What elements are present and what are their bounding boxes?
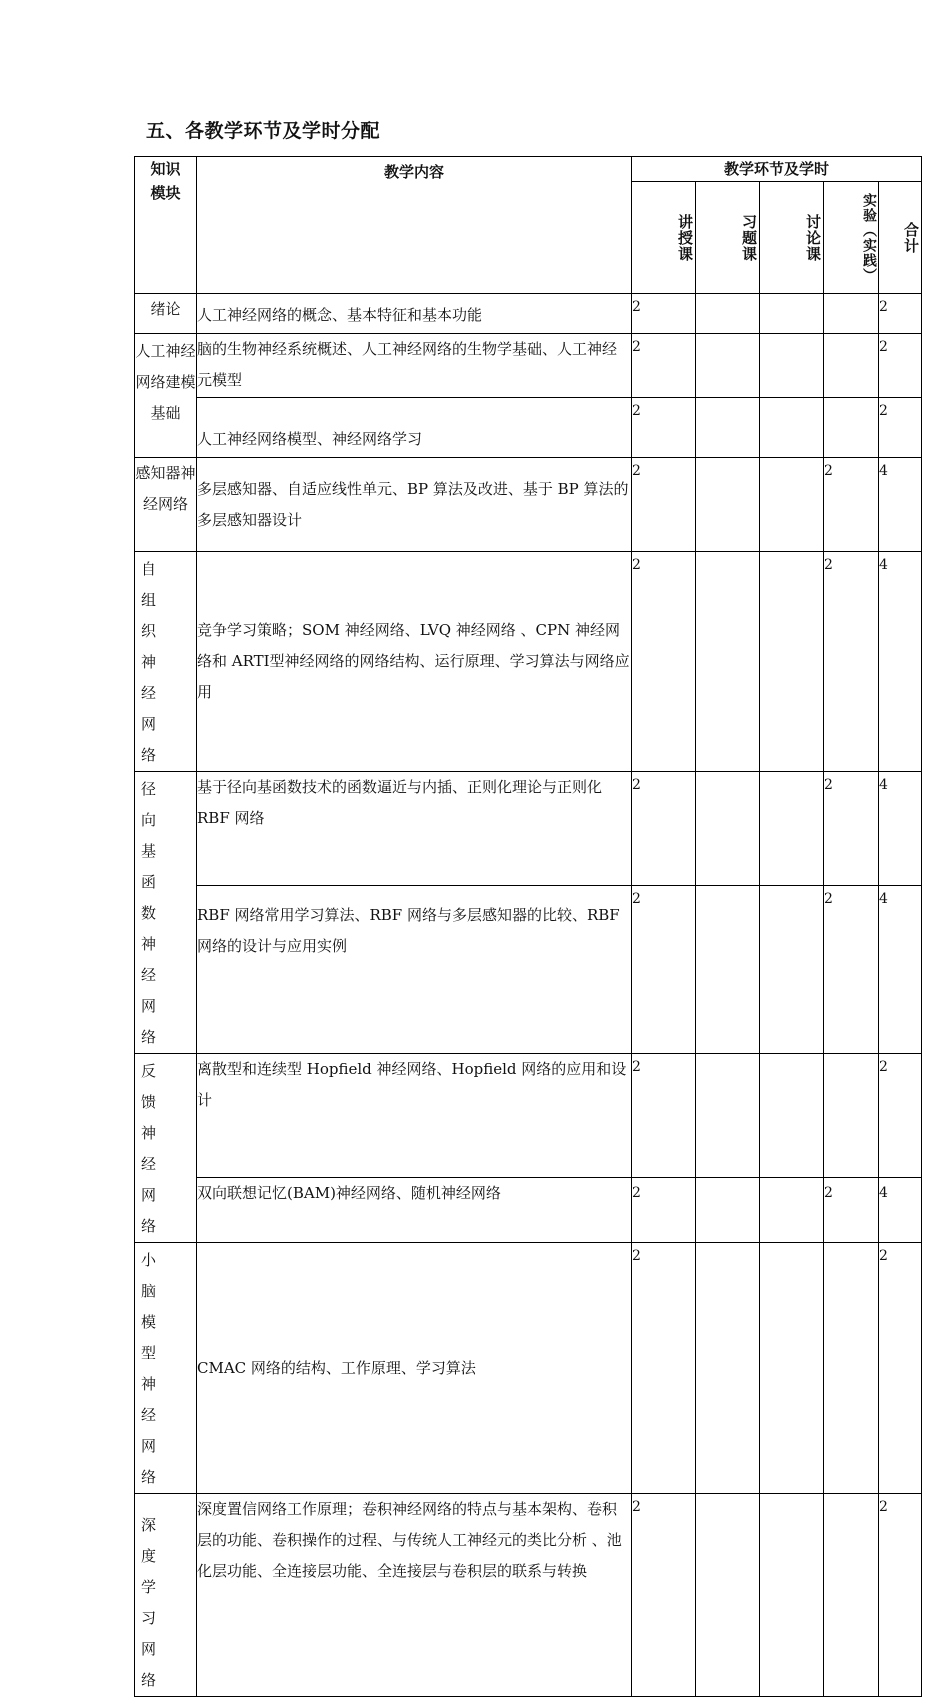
discussion-hours: [760, 1054, 824, 1178]
module-cell: [135, 1243, 197, 1494]
module-cell: 绪论: [135, 294, 197, 334]
lecture-hours: 2: [632, 294, 696, 334]
discussion-hours: [760, 294, 824, 334]
header-group: 教学环节及学时: [632, 157, 922, 182]
total-hours: 2: [879, 1054, 922, 1178]
header-lab: 实验（实践）: [824, 182, 879, 294]
total-hours: 4: [879, 772, 922, 886]
lab-hours: [824, 334, 879, 398]
module-cell: 感知器神经网络: [135, 458, 197, 552]
module-name: 径向基函数神经网络: [141, 780, 171, 1046]
module-name: 深度学习网络: [141, 1516, 171, 1689]
content-cell: CMAC 网络的结构、工作原理、学习算法: [197, 1243, 632, 1494]
lecture-hours: 2: [632, 458, 696, 552]
content-cell: RBF 网络常用学习算法、RBF 网络与多层感知器的比较、RBF 网络的设计与应用实例: [197, 886, 632, 1054]
lab-hours: [824, 294, 879, 334]
discussion-hours: [760, 458, 824, 552]
lab-hours: 2: [824, 1178, 879, 1243]
content-cell: 双向联想记忆(BAM)神经网络、随机神经网络: [197, 1178, 632, 1243]
total-hours: 4: [879, 1178, 922, 1243]
total-hours: 2: [879, 1243, 922, 1494]
exercise-hours: [696, 294, 760, 334]
lecture-hours: 2: [632, 552, 696, 772]
exercise-hours: [696, 1494, 760, 1697]
header-module: 知识模块: [135, 157, 197, 294]
content-cell: 离散型和连续型 Hopfield 神经网络、Hopfield 网络的应用和设计: [197, 1054, 632, 1178]
total-hours: 2: [879, 398, 922, 458]
teaching-hours-table: [134, 156, 922, 1697]
table-row: [135, 398, 922, 458]
table-row: [135, 1243, 922, 1494]
exercise-hours: [696, 458, 760, 552]
module-cell: [135, 772, 197, 1054]
exercise-hours: [696, 552, 760, 772]
discussion-hours: [760, 1494, 824, 1697]
total-hours: 2: [879, 334, 922, 398]
table-row: [135, 294, 922, 334]
section-title: 五、各教学环节及学时分配: [146, 120, 381, 142]
table-row: [135, 1178, 922, 1243]
module-cell: [135, 552, 197, 772]
total-hours: 4: [879, 886, 922, 1054]
discussion-hours: [760, 1243, 824, 1494]
exercise-hours: [696, 1243, 760, 1494]
module-name: 反馈神经网络: [141, 1062, 171, 1235]
table-row: [135, 1054, 922, 1178]
lab-hours: [824, 1243, 879, 1494]
exercise-hours: [696, 398, 760, 458]
lecture-hours: 2: [632, 1494, 696, 1697]
exercise-hours: [696, 1178, 760, 1243]
table-row: [135, 334, 922, 398]
table-row: [135, 458, 922, 552]
lab-hours: 2: [824, 458, 879, 552]
lecture-hours: 2: [632, 1178, 696, 1243]
header-exercise: 习题课: [696, 182, 760, 294]
table-row: [135, 1494, 922, 1697]
content-cell: 多层感知器、自适应线性单元、BP 算法及改进、基于 BP 算法的多层感知器设计: [197, 458, 632, 552]
lecture-hours: 2: [632, 772, 696, 886]
table-row: [135, 886, 922, 1054]
header-lecture: 讲授课: [632, 182, 696, 294]
content-cell: 脑的生物神经系统概述、人工神经网络的生物学基础、人工神经元模型: [197, 334, 632, 398]
discussion-hours: [760, 886, 824, 1054]
header-total: 合计: [879, 182, 922, 294]
total-hours: 4: [879, 552, 922, 772]
table-row: [135, 772, 922, 886]
total-hours: 2: [879, 294, 922, 334]
lab-hours: 2: [824, 772, 879, 886]
discussion-hours: [760, 1178, 824, 1243]
content-cell: 深度置信网络工作原理；卷积神经网络的特点与基本架构、卷积层的功能、卷积操作的过程、与传统人工神经元的类比分析 、池化层功能、全连接层功能、全连接层与卷积层的联系与转换: [197, 1494, 632, 1697]
content-cell: 竞争学习策略；SOM 神经网络、LVQ 神经网络 、CPN 神经网络和 ARTⅠ型神经网络的网络结构、运行原理、学习算法与网络应用: [197, 552, 632, 772]
lecture-hours: 2: [632, 1054, 696, 1178]
content-cell: 基于径向基函数技术的函数逼近与内插、正则化理论与正则化 RBF 网络: [197, 772, 632, 886]
table-row: [135, 552, 922, 772]
content-cell: 人工神经网络模型、神经网络学习: [197, 398, 632, 458]
module-cell: [135, 1494, 197, 1697]
lab-hours: 2: [824, 552, 879, 772]
discussion-hours: [760, 552, 824, 772]
total-hours: 4: [879, 458, 922, 552]
lab-hours: [824, 398, 879, 458]
discussion-hours: [760, 398, 824, 458]
module-cell: [135, 1054, 197, 1243]
lecture-hours: 2: [632, 398, 696, 458]
header-content: 教学内容: [197, 157, 632, 294]
header-discussion: 讨论课: [760, 182, 824, 294]
module-cell: 人工神经网络建模基础: [135, 334, 197, 458]
lecture-hours: 2: [632, 1243, 696, 1494]
exercise-hours: [696, 772, 760, 886]
lab-hours: 2: [824, 886, 879, 1054]
discussion-hours: [760, 772, 824, 886]
total-hours: 2: [879, 1494, 922, 1697]
lecture-hours: 2: [632, 886, 696, 1054]
exercise-hours: [696, 334, 760, 398]
lab-hours: [824, 1494, 879, 1697]
discussion-hours: [760, 334, 824, 398]
content-cell: 人工神经网络的概念、基本特征和基本功能: [197, 294, 632, 334]
exercise-hours: [696, 1054, 760, 1178]
exercise-hours: [696, 886, 760, 1054]
module-name: 小脑模型神经网络: [141, 1251, 171, 1486]
lecture-hours: 2: [632, 334, 696, 398]
lab-hours: [824, 1054, 879, 1178]
module-name: 自组织神经网络: [141, 560, 171, 764]
